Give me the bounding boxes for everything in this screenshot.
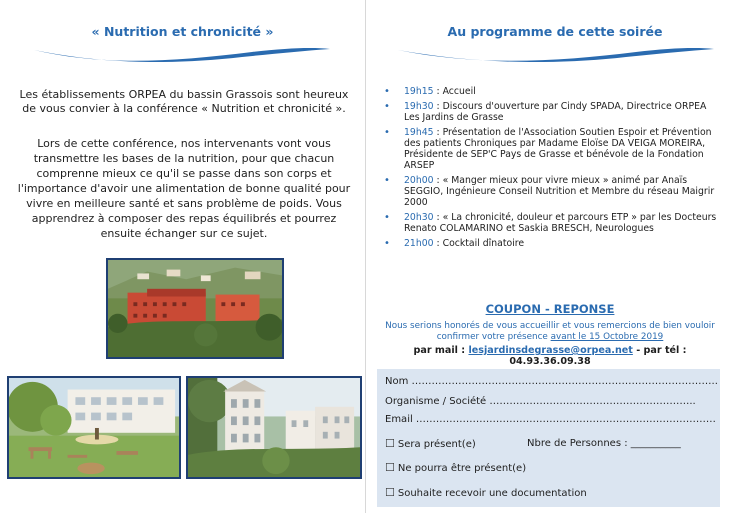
form-field-nom[interactable]: Nom ……………………………………………………………………………….. [385, 376, 718, 387]
form-field-email[interactable]: Email ……………………………………………………………………………… [385, 414, 716, 425]
bullet-icon: • [384, 86, 390, 97]
option-present-label: Sera présent(e) [397, 439, 476, 450]
program-text: : Discours d'ouverture par Cindy SPADA, Directrice ORPEA Les Jardins de Grasse [404, 101, 707, 123]
program-time: 19h15 [404, 86, 434, 97]
program-time: 19h45 [404, 127, 434, 138]
bullet-icon: • [384, 127, 390, 138]
form-option-absent[interactable] [385, 461, 526, 474]
left-title: « Nutrition et chronicité » [91, 24, 274, 39]
form-field-nbre-personnes[interactable]: Nbre de Personnes : __________ [527, 438, 681, 449]
phone-text: - par tél : 04.93.36.09.38 [509, 345, 687, 367]
intro-paragraph: Les établissements ORPEA du bassin Grassois sont heureux de vous convier à la conférence « Nutrition et chronicité ». [19, 88, 349, 115]
option-absent-label: Ne pourra être présent(e) [397, 463, 527, 474]
program-time: 21h00 [404, 238, 434, 249]
option-doc-label: Souhaite recevoir une documentation [397, 488, 587, 499]
coupon-confirm-text: confirmer votre présence [436, 332, 551, 342]
program-text: : « La chronicité, douleur et parcours ETP » par les Docteurs Renato COLAMARINO et Saskia BRESCH, Neurologues [404, 212, 717, 234]
right-title: Au programme de cette soirée [447, 24, 663, 39]
bullet-icon: • [384, 101, 390, 112]
coupon-title: COUPON - REPONSE [485, 302, 615, 316]
title-swoosh-left [32, 40, 332, 62]
form-field-organisme[interactable]: Organisme / Société …………………………………………………….. [385, 396, 696, 407]
program-item [383, 127, 723, 171]
bullet-icon: • [384, 212, 390, 223]
program-time: 20h00 [404, 175, 434, 186]
reply-form [377, 369, 720, 507]
program-item [383, 86, 723, 97]
form-option-documentation[interactable] [385, 486, 587, 499]
body-paragraph: Lors de cette conférence, nos intervenants vont vous transmettre les bases de la nutrition, pour que chacun comprenne mieux ce qu'il se passe dans son corps et l'importance d'avoir une alimentation de bonne qualité pour vivre en meilleure santé et sans problème de poids. Vous apprendrez à composer des repas équilibrés et pourrez ensuite échanger sur ce sujet. [17, 137, 351, 240]
coupon-deadline: avant le 15 Octobre 2019 [550, 332, 664, 342]
checkbox-icon[interactable]: ☐ [385, 461, 395, 474]
program-item [383, 175, 723, 208]
coupon-text-line-2 [372, 332, 728, 343]
program-list [383, 86, 723, 253]
page-fold-divider [365, 0, 366, 513]
title-swoosh-right [396, 40, 716, 62]
mail-label: par mail : [413, 345, 469, 356]
photo-garden-terrace [7, 376, 181, 479]
checkbox-icon[interactable]: ☐ [385, 437, 395, 450]
coupon-invitation-text [372, 321, 728, 343]
program-text: : « Manger mieux pour vivre mieux » animé par Anaïs SEGGIO, Ingénieure Conseil Nutrition et Membre du réseau Maigrir 2000 [404, 175, 715, 208]
program-text: : Accueil [433, 86, 476, 97]
program-item [383, 101, 723, 123]
program-item [383, 238, 723, 249]
program-text: : Présentation de l'Association Soutien Espoir et Prévention des patients Chroniques par Madame Eloïse DA VEIGA MOREIRA, Présidente de SEP'C Pays de Grasse et bénévole de la Fondation ARSEP [404, 127, 712, 171]
photo-residence-hillside [106, 258, 284, 359]
program-time: 20h30 [404, 212, 434, 223]
bullet-icon: • [384, 238, 390, 249]
photo-white-buildings [186, 376, 362, 479]
coupon-contact [372, 345, 728, 367]
program-text: : Cocktail dînatoire [433, 238, 525, 249]
form-option-present[interactable] [385, 437, 476, 450]
coupon-text-line-1: Nous serions honorés de vous accueillir et vous remercions de bien vouloir [385, 321, 715, 331]
checkbox-icon[interactable]: ☐ [385, 486, 395, 499]
program-item [383, 212, 723, 234]
email-link[interactable]: lesjardinsdegrasse@orpea.net [468, 345, 633, 356]
bullet-icon: • [384, 175, 390, 186]
program-time: 19h30 [404, 101, 434, 112]
